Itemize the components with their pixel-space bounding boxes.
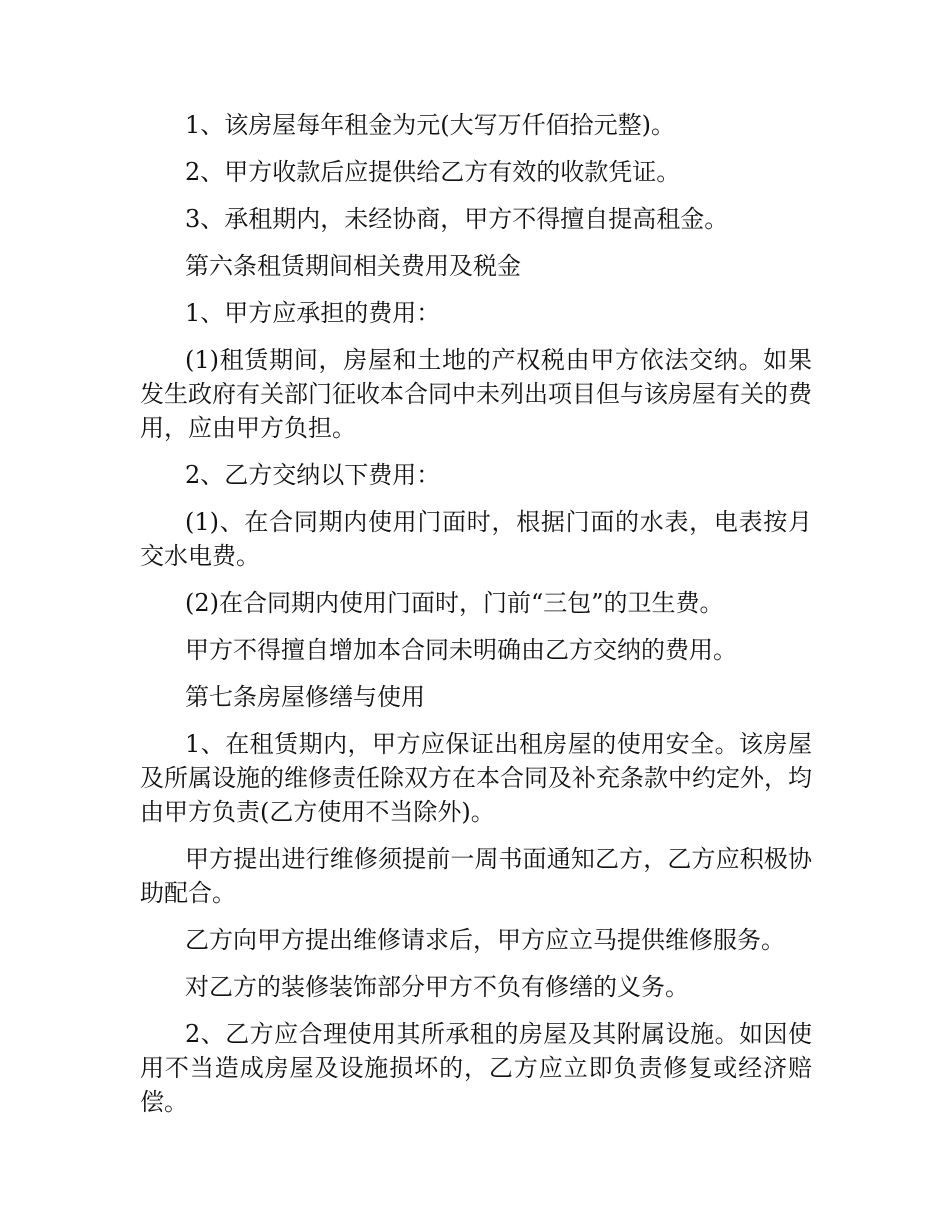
paragraph-proper-use: 2、乙方应合理使用其所承租的房屋及其附属设施。如因使用不当造成房屋及设施损坏的，乙方应立即负责修复或经济赔偿。 bbox=[140, 1020, 812, 1116]
paragraph-repair-service: 乙方向甲方提出维修请求后，甲方应立马提供维修服务。 bbox=[185, 926, 785, 954]
paragraph-sanitation: (2)在合同期内使用门面时，门前“三包”的卫生费。 bbox=[185, 589, 724, 617]
paragraph-party-a-fees: 1、甲方应承担的费用： bbox=[185, 299, 441, 327]
section-heading-article-7: 第七条房屋修缮与使用 bbox=[185, 683, 425, 711]
paragraph-no-extra-fees: 甲方不得擅自增加本合同未明确由乙方交纳的费用。 bbox=[185, 636, 737, 664]
paragraph-rent-amount: 1、该房屋每年租金为元(大写万仟佰拾元整)。 bbox=[185, 111, 675, 139]
paragraph-receipt: 2、甲方收款后应提供给乙方有效的收款凭证。 bbox=[185, 158, 681, 186]
document-body bbox=[140, 108, 812, 1132]
paragraph-utilities: (1)、在合同期内使用门面时，根据门面的水表，电表按月交水电费。 bbox=[140, 508, 812, 570]
paragraph-no-increase: 3、承租期内，未经协商，甲方不得擅自提高租金。 bbox=[185, 205, 729, 233]
paragraph-repair-notice: 甲方提出进行维修须提前一周书面通知乙方，乙方应积极协助配合。 bbox=[140, 845, 812, 907]
paragraph-decoration: 对乙方的装修装饰部分甲方不负有修缮的义务。 bbox=[185, 973, 689, 1001]
paragraph-safety: 1、在租赁期内，甲方应保证出租房屋的使用安全。该房屋及所属设施的维修责任除双方在本合同及补充条款中约定外，均由甲方负责(乙方使用不当除外)。 bbox=[140, 730, 812, 826]
section-heading-article-6: 第六条租赁期间相关费用及税金 bbox=[185, 252, 521, 280]
paragraph-property-tax: (1)租赁期间，房屋和土地的产权税由甲方依法交纳。如果发生政府有关部门征收本合同中未列出项目但与该房屋有关的费用，应由甲方负担。 bbox=[140, 346, 812, 442]
paragraph-party-b-fees: 2、乙方交纳以下费用： bbox=[185, 461, 441, 489]
